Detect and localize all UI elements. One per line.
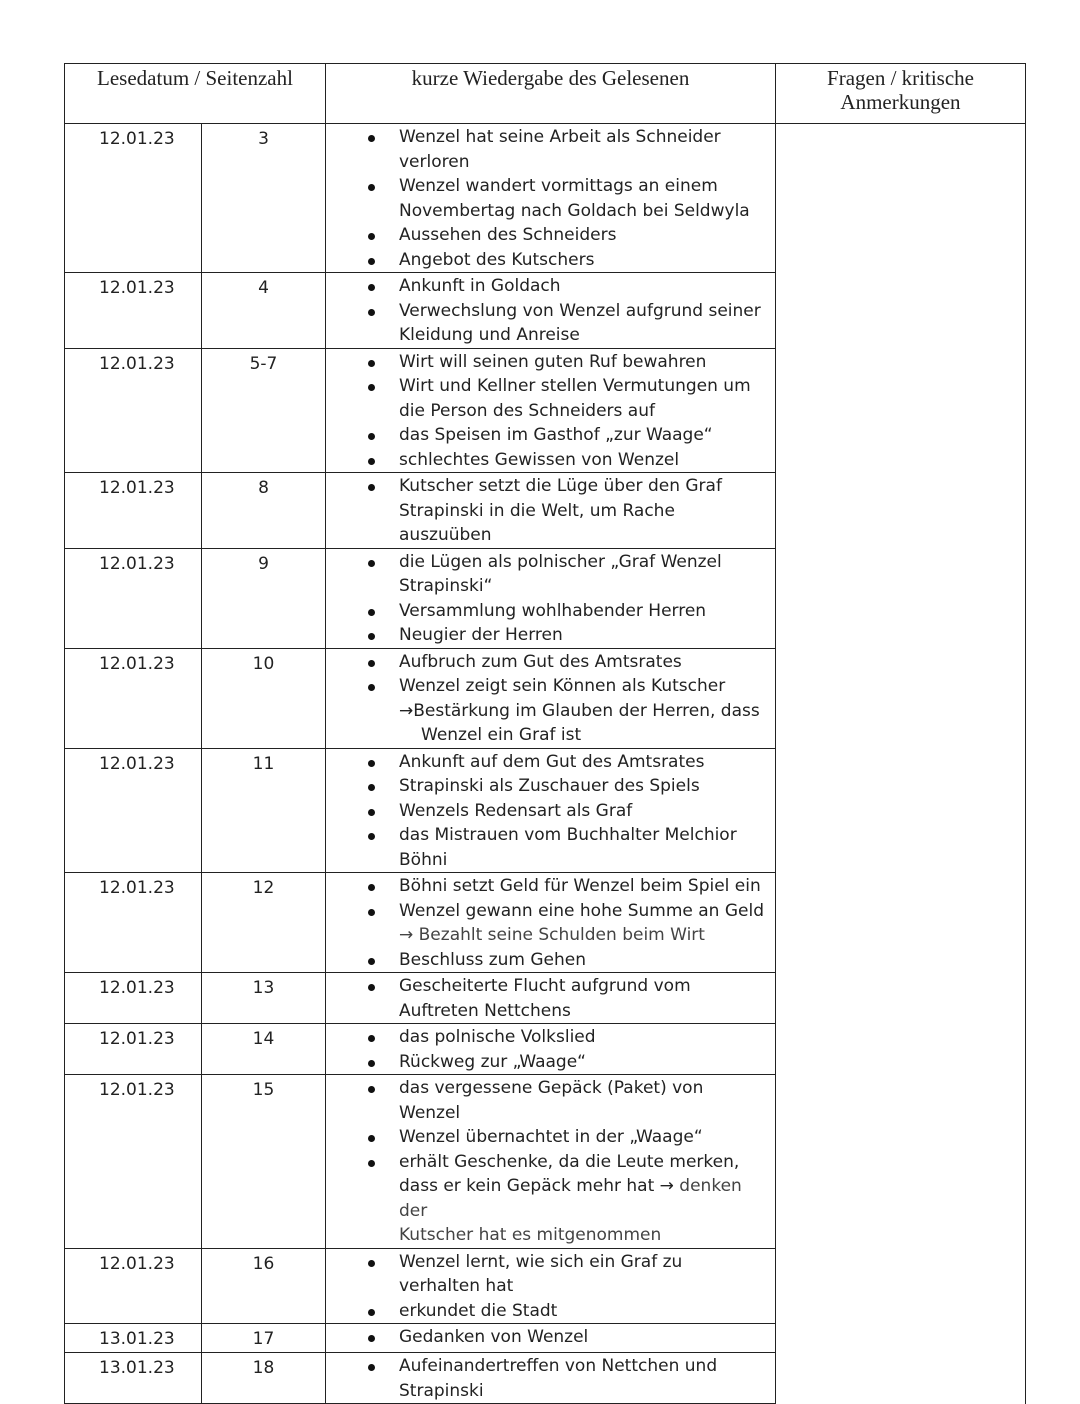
date-cell: 12.01.23 [65, 473, 202, 549]
reading-log-table [64, 63, 1026, 1404]
summary-cell [326, 1075, 776, 1249]
date-cell: 12.01.23 [65, 124, 202, 273]
header-questions-line1: Fragen / kritische [827, 66, 974, 90]
list-item: das Speisen im Gasthof „zur Waage“ [399, 423, 767, 448]
list-item: das polnische Volkslied [399, 1025, 767, 1050]
notes-column [776, 124, 1026, 1404]
list-item: Wenzel hat seine Arbeit als Schneider verloren [399, 125, 767, 174]
header-summary: kurze Wiedergabe des Gelesenen [326, 64, 776, 124]
list-item: Beschluss zum Gehen [399, 948, 767, 973]
list-item-text: erhält Geschenke, da die Leute merken, dass er kein Gepäck mehr hat → [399, 1151, 740, 1196]
table-row [65, 124, 1026, 273]
page-cell: 3 [202, 124, 326, 273]
list-item [399, 1150, 767, 1248]
list-item-tail: Kutscher hat es mitgenommen [399, 1225, 662, 1245]
list-item-text: Wenzel gewann eine hohe Summe an Geld [399, 900, 765, 921]
page-cell: 5-7 [202, 348, 326, 473]
summary-cell [326, 1353, 776, 1404]
summary-cell [326, 548, 776, 648]
date-cell: 12.01.23 [65, 348, 202, 473]
page-cell: 10 [202, 648, 326, 748]
summary-cell [326, 1024, 776, 1075]
page-cell: 18 [202, 1353, 326, 1404]
list-item-tail: denken der [399, 1176, 742, 1221]
page-cell: 14 [202, 1024, 326, 1075]
date-cell: 12.01.23 [65, 748, 202, 873]
list-item: das vergessene Gepäck (Paket) von Wenzel [399, 1076, 767, 1125]
list-item: Kutscher setzt die Lüge über den Graf Strapinski in die Welt, um Rache auszuüben [399, 474, 767, 548]
header-row [65, 64, 1026, 124]
summary-cell [326, 1248, 776, 1324]
list-item: Angebot des Kutschers [399, 248, 767, 273]
summary-cell [326, 973, 776, 1024]
list-item: Gedanken von Wenzel [399, 1325, 767, 1350]
summary-cell [326, 473, 776, 549]
date-cell: 13.01.23 [65, 1353, 202, 1404]
date-cell: 13.01.23 [65, 1324, 202, 1353]
list-item [399, 674, 767, 748]
page-cell: 4 [202, 273, 326, 349]
header-questions [776, 64, 1026, 124]
date-cell: 12.01.23 [65, 648, 202, 748]
list-item: Aussehen des Schneiders [399, 223, 767, 248]
summary-cell [326, 1324, 776, 1353]
list-item [399, 899, 767, 948]
list-item: Rückweg zur „Waage“ [399, 1050, 767, 1075]
list-item: Ankunft auf dem Gut des Amtsrates [399, 750, 767, 775]
list-item: Versammlung wohlhabender Herren [399, 599, 767, 624]
list-item: Wirt und Kellner stellen Vermutungen um die Person des Schneiders auf [399, 374, 767, 423]
list-item: Wenzel übernachtet in der „Waage“ [399, 1125, 767, 1150]
list-item: Strapinski als Zuschauer des Spiels [399, 774, 767, 799]
summary-cell [326, 273, 776, 349]
conclusion-line: → Bezahlt seine Schulden beim Wirt [399, 925, 705, 945]
list-item: die Lügen als polnischer „Graf Wenzel Strapinski“ [399, 550, 767, 599]
date-cell: 12.01.23 [65, 273, 202, 349]
date-cell: 12.01.23 [65, 873, 202, 973]
list-item: Aufbruch zum Gut des Amtsrates [399, 650, 767, 675]
conclusion-line: Wenzel ein Graf ist [421, 725, 582, 745]
page-cell: 9 [202, 548, 326, 648]
list-item: schlechtes Gewissen von Wenzel [399, 448, 767, 473]
list-item: das Mistrauen vom Buchhalter Melchior Böhni [399, 823, 767, 872]
list-item: Aufeinandertreffen von Nettchen und Strapinski [399, 1354, 767, 1403]
list-item: Böhni setzt Geld für Wenzel beim Spiel ein [399, 874, 767, 899]
list-item-text: Wenzel zeigt sein Können als Kutscher [399, 676, 726, 696]
date-cell: 12.01.23 [65, 1075, 202, 1249]
summary-cell [326, 348, 776, 473]
page-cell: 12 [202, 873, 326, 973]
list-item: Wirt will seinen guten Ruf bewahren [399, 350, 767, 375]
page-cell: 16 [202, 1248, 326, 1324]
date-cell: 12.01.23 [65, 548, 202, 648]
list-item: Ankunft in Goldach [399, 274, 767, 299]
list-item: Wenzels Redensart als Graf [399, 799, 767, 824]
summary-cell [326, 648, 776, 748]
page-cell: 13 [202, 973, 326, 1024]
summary-cell [326, 873, 776, 973]
date-cell: 12.01.23 [65, 1248, 202, 1324]
summary-cell [326, 124, 776, 273]
page-cell: 15 [202, 1075, 326, 1249]
list-item: Neugier der Herren [399, 623, 767, 648]
page-cell: 17 [202, 1324, 326, 1353]
list-item: Wenzel wandert vormittags an einem Novembertag nach Goldach bei Seldwyla [399, 174, 767, 223]
header-questions-line2: Anmerkungen [840, 90, 961, 114]
list-item: Verwechslung von Wenzel aufgrund seiner Kleidung und Anreise [399, 299, 767, 348]
page-cell: 11 [202, 748, 326, 873]
list-item: Gescheiterte Flucht aufgrund vom Auftreten Nettchens [399, 974, 767, 1023]
list-item: Wenzel lernt, wie sich ein Graf zu verhalten hat [399, 1250, 767, 1299]
page-cell: 8 [202, 473, 326, 549]
list-item: erkundet die Stadt [399, 1299, 767, 1324]
header-date-page: Lesedatum / Seitenzahl [65, 64, 326, 124]
date-cell: 12.01.23 [65, 1024, 202, 1075]
conclusion-line: →Bestärkung im Glauben der Herren, dass [399, 700, 760, 721]
date-cell: 12.01.23 [65, 973, 202, 1024]
summary-cell [326, 748, 776, 873]
